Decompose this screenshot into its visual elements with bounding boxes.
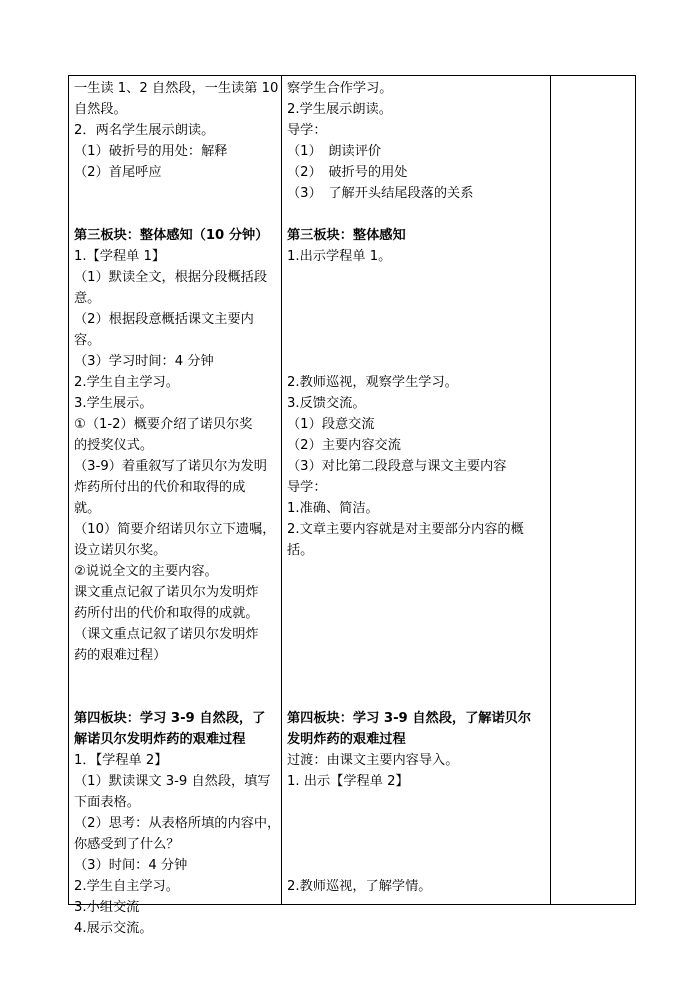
left-column-line: （10）简要介绍诺贝尔立下遗嘱， [74,522,276,537]
left-column-line: 3.小组交流 [74,900,140,915]
left-column-line: 炸药所付出的代价和取得的成 [74,480,246,495]
left-column-line: （3）学习时间：4 分钟 [74,354,214,369]
left-column-line: ①（1-2）概要介绍了诺贝尔奖 [74,417,253,432]
left-column-line: 一生读 1、2 自然段，一生读第 10 [74,81,279,96]
middle-column-line: 1.出示学程单 1。 [287,249,392,264]
middle-column-line: 第四板块：学习 3-9 自然段，了解诺贝尔 [287,711,532,726]
lesson-plan-table [68,75,636,936]
left-column-line: 的授奖仪式。 [74,438,154,453]
left-column-line: （2）首尾呼应 [74,165,162,180]
middle-column-line: 括。 [287,543,314,558]
left-column-line: 药所付出的代价和取得的成就。 [74,606,259,621]
middle-column-line: 第三板块：整体感知 [287,228,406,243]
left-column-line: （3）时间：4 分钟 [74,858,188,873]
middle-column-line: 2.学生展示朗读。 [287,102,392,117]
left-column-line: 你感受到了什么？ [74,837,180,852]
middle-column-line: （2）主要内容交流 [287,438,401,453]
left-column-line: （2）根据段意概括课文主要内 [74,312,254,327]
left-column-line: 设立诺贝尔奖。 [74,543,167,558]
middle-column-line: （1） 朗读评价 [287,144,382,159]
left-column-line: 3.学生展示。 [74,396,153,411]
middle-column-line: 2.文章主要内容就是对主要部分内容的概 [287,522,524,537]
left-column-line: （3-9）着重叙写了诺贝尔为发明 [74,459,267,474]
left-column-line: （2）思考：从表格所填的内容中， [74,816,281,831]
left-column-line: 课文重点记叙了诺贝尔为发明炸 [74,585,259,600]
left-column-line: 第四板块：学习 3-9 自然段，了 [74,711,266,726]
middle-column-line: 发明炸药的艰难过程 [287,732,406,747]
left-column-line: （课文重点记叙了诺贝尔发明炸 [74,627,259,642]
middle-column-line: 1.准确、简洁。 [287,501,379,516]
middle-column-line: （1）段意交流 [287,417,375,432]
left-column-line: （1）破折号的用处：解释 [74,144,228,159]
left-column-line: 1.【学程单 1】 [74,249,166,264]
left-column-line: （1）默读课文 3-9 自然段，填写 [74,774,271,789]
left-column-line: 第三板块：整体感知（10 分钟） [74,228,269,243]
middle-column-line: 2.教师巡视，了解学情。 [287,879,432,894]
student-activity-column [74,76,281,936]
left-column-line: 就。 [74,501,101,516]
middle-column-line: （2） 破折号的用处 [287,165,408,180]
middle-column-line: （3）对比第二段段意与课文主要内容 [287,459,507,474]
middle-column-line: 过渡：由课文主要内容导入。 [287,753,459,768]
left-column-line: 自然段。 [74,102,127,117]
left-column-line: 解诺贝尔发明炸药的艰难过程 [74,732,246,747]
teacher-activity-column [287,76,549,904]
left-column-line: 下面表格。 [74,795,140,810]
left-column-line: 1．【学程单 2】 [74,753,168,768]
left-column-line: （1）默读全文，根据分段概括段 [74,270,268,285]
left-column-line: 2.学生自主学习。 [74,375,179,390]
middle-column-line: 导学： [287,123,327,138]
notes-column [555,76,633,904]
middle-column-line: 3.反馈交流。 [287,396,366,411]
column-divider-1 [281,76,282,904]
left-column-line: ②说说全文的主要内容。 [74,564,218,579]
middle-column-line: 察学生合作学习。 [287,81,393,96]
middle-column-line: 1. 出示【学程单 2】 [287,774,409,789]
middle-column-line: 导学： [287,480,327,495]
middle-column-line: （3） 了解开头结尾段落的关系 [287,186,474,201]
middle-column-line: 2.教师巡视，观察学生学习。 [287,375,458,390]
column-divider-2 [550,76,551,904]
left-column-line: 2．两名学生展示朗读。 [74,123,215,138]
left-column-line: 意。 [74,291,101,306]
left-column-line: 容。 [74,333,101,348]
left-column-line: 药的艰难过程） [74,648,167,663]
left-column-line: 2.学生自主学习。 [74,879,179,894]
left-column-line: 4.展示交流。 [74,921,153,936]
